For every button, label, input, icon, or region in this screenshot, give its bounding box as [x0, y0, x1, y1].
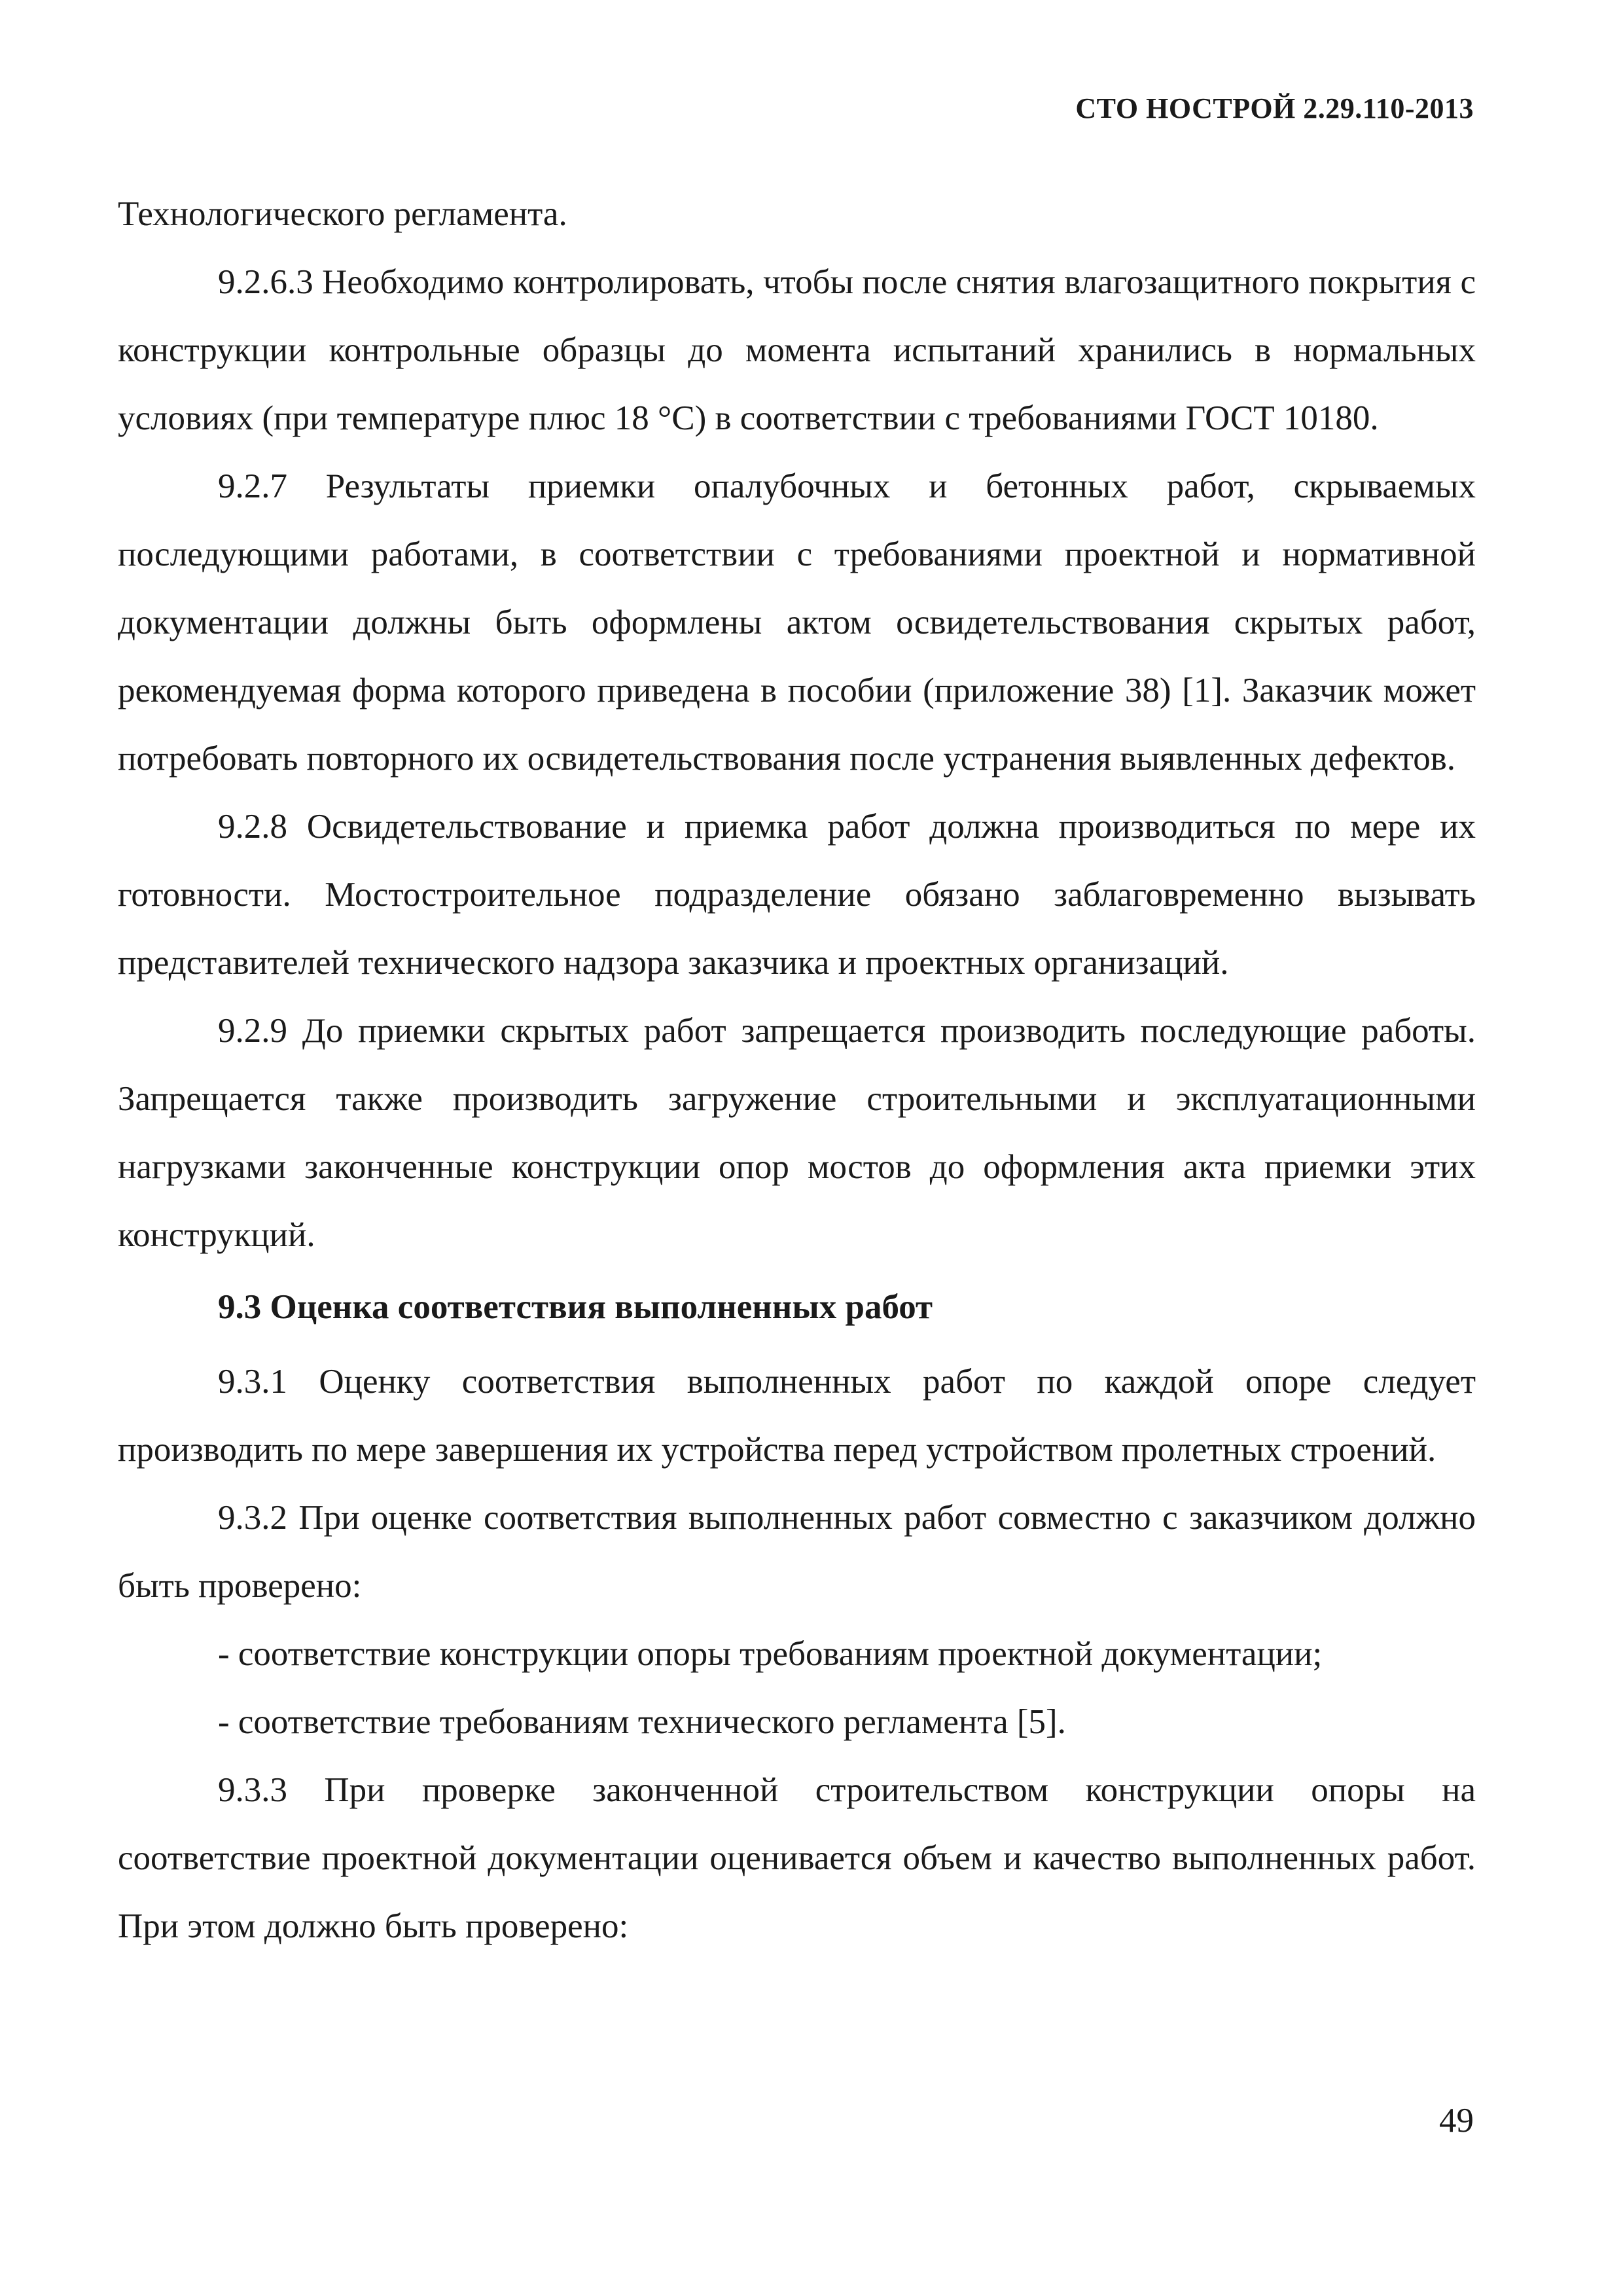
paragraph-9-2-7: 9.2.7 Результаты приемки опалубочных и бетонных работ, скрываемых последующими работами, в соответствии с требованиями проектной и нормативной документации должны быть оформлены актом освидетельствования скрытых работ, рекомендуемая форма которого приведена в пособии (приложение 38) [1]. Заказчик может потребовать повторного их освидетельствования после устранения выявленных дефектов. [118, 467, 1476, 778]
document-body [118, 180, 1476, 1960]
paragraph-9-2-9: 9.2.9 До приемки скрытых работ запрещается производить последующие работы. Запрещается также производить загружение строительными и эксплуатационными нагрузками законченные конструкции опор мостов до оформления акта приемки этих конструкций. [118, 1012, 1476, 1254]
page-number: 49 [1439, 2102, 1474, 2140]
paragraph-9-2-6-3: 9.2.6.3 Необходимо контролировать, чтобы после снятия влагозащитного покрытия с конструкции контрольные образцы до момента испытаний хранились в нормальных условиях (при температуре плюс 18 °С) в соответствии с требованиями ГОСТ 10180. [118, 263, 1476, 437]
document-code-header: СТО НОСТРОЙ 2.29.110-2013 [1075, 92, 1474, 124]
paragraph-9-3-3: 9.3.3 При проверке законченной строительством конструкции опоры на соответствие проектной документации оценивается объем и качество выполненных работ. При этом должно быть проверено: [118, 1771, 1476, 1945]
paragraph-9-3-2: 9.3.2 При оценке соответствия выполненных работ совместно с заказчиком должно быть проверено: [118, 1499, 1476, 1605]
paragraph-9-2-8: 9.2.8 Освидетельствование и приемка работ должна производиться по мере их готовности. Мостостроительное подразделение обязано заблаговременно вызывать представителей технического надзора заказчика и проектных организаций. [118, 808, 1476, 982]
list-item: - соответствие конструкции опоры требованиям проектной документации; [218, 1635, 1323, 1673]
section-heading-9-3: 9.3 Оценка соответствия выполненных работ [218, 1288, 933, 1326]
paragraph-9-3-1: 9.3.1 Оценку соответствия выполненных работ по каждой опоре следует производить по мере завершения их устройства перед устройством пролетных строений. [118, 1363, 1476, 1469]
paragraph-continuation: Технологического регламента. [118, 195, 567, 233]
list-item: - соответствие требованиям технического регламента [5]. [218, 1703, 1066, 1741]
